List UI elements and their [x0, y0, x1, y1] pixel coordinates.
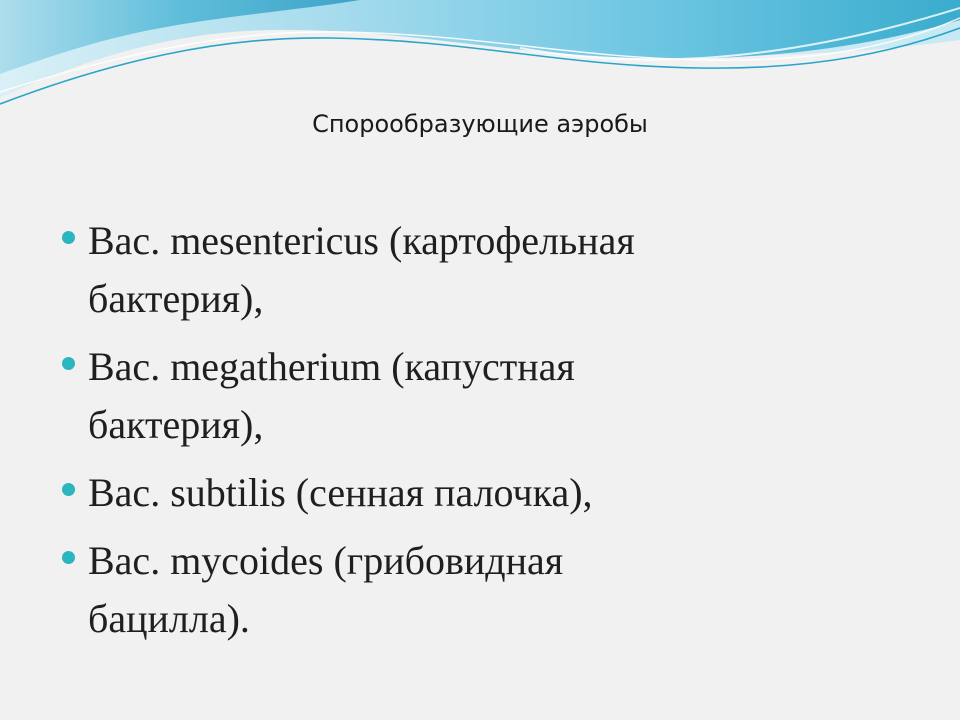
- list-item: [62, 532, 882, 648]
- list-item: [62, 212, 882, 328]
- list-item: [62, 338, 882, 454]
- bullet-text-line: бактерия),: [88, 276, 264, 321]
- bullet-dot-icon: [62, 231, 75, 244]
- bullet-dot-icon: [62, 483, 75, 496]
- bullet-list: [62, 212, 882, 658]
- bullet-text-line: Bac. mesentericus (картофельная: [88, 218, 635, 263]
- header-wave-decoration: [0, 0, 960, 120]
- bullet-text-line: Bac. mycoides (грибовидная: [88, 538, 564, 583]
- bullet-dot-icon: [62, 357, 75, 370]
- list-item: [62, 464, 882, 522]
- bullet-text-line: Bac. megatherium (капустная: [88, 344, 575, 389]
- bullet-text-line: бактерия),: [88, 402, 264, 447]
- bullet-dot-icon: [62, 551, 75, 564]
- slide-title: Спорообразующие аэробы: [312, 110, 648, 138]
- bullet-text-line: бацилла).: [88, 596, 250, 641]
- bullet-text-line: Bac. subtilis (сенная палочка),: [88, 470, 593, 515]
